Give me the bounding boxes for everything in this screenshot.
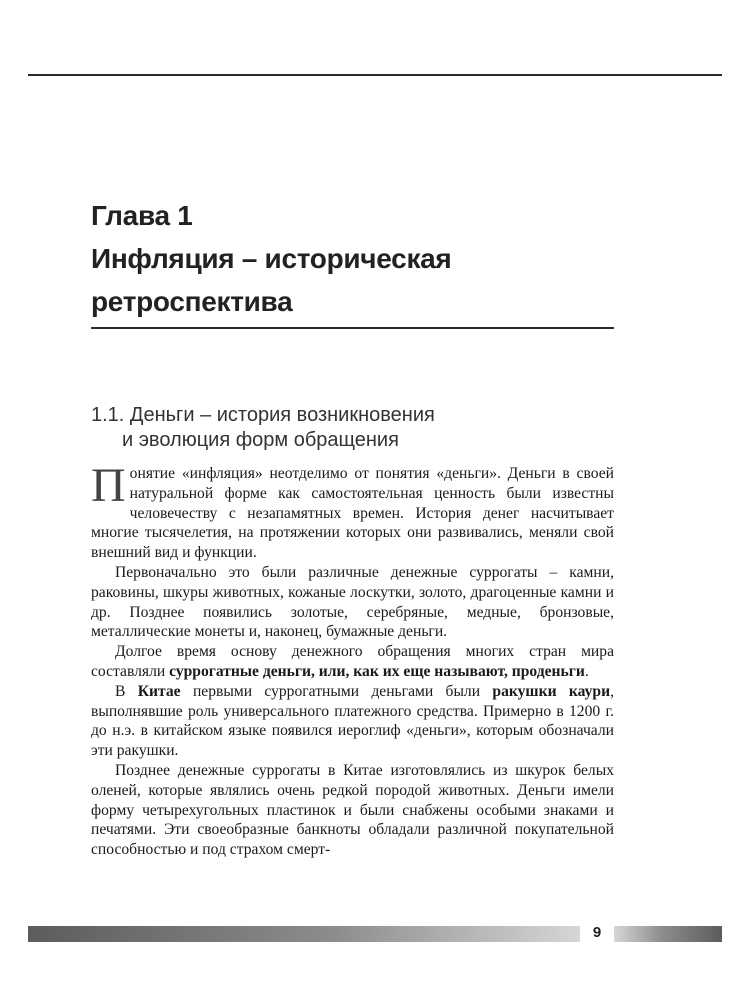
section-title-line1: Деньги – история возникновения: [129, 404, 435, 426]
paragraph-text: онятие «инфляция» неотделимо от понятия «деньги». Деньги в своей натуральной форме как самостоятельная ценность были известны человечеству с незапамятных времен. История денег насчитывает многие тысячелетия, на протяжении которых они развивались, меняли свой внешний вид и функции.: [91, 465, 614, 562]
bold-term: Китае: [137, 682, 181, 700]
page-number: 9: [592, 924, 602, 941]
paragraph-text: В: [115, 682, 126, 700]
chapter-rule: [91, 327, 614, 329]
chapter-title: Инфляция – историческая ретроспектива: [91, 243, 452, 317]
section-number: 1.1.: [91, 404, 125, 426]
footer-bar-right: [614, 926, 722, 942]
paragraph: [91, 761, 614, 860]
paragraph-text: Первоначально это были различные денежные суррогаты – камни, раковины, шкуры животных, кожаные лоскутки, золото, драгоценные камни и др. Позднее появились золотые, серебряные, медные, бронзовые, металлические монеты и, наконец, бумажные деньги.: [91, 563, 614, 641]
paragraph: [91, 682, 614, 761]
paragraph: [91, 563, 614, 642]
drop-cap: П: [91, 459, 126, 512]
chapter-label: Глава 1: [91, 200, 193, 231]
footer-bar-left: [28, 926, 580, 942]
paragraph-text: Долгое время основу денежного обращения многих стран мира составляли: [91, 643, 614, 680]
paragraph-text: , выполнявшие роль универсального платежного средства. Примерно в 1200 г. до н.э. в китайском языке появился иероглиф «деньги», которым обозначали эти ракушки.: [91, 682, 614, 760]
section-heading: [91, 403, 631, 453]
top-rule: [28, 74, 722, 76]
bold-term: ракушки каури: [492, 682, 611, 700]
paragraph: [91, 642, 614, 682]
section-title-line2: и эволюция форм обращения: [122, 429, 399, 451]
paragraph-text: первыми суррогатными деньгами были: [192, 682, 481, 700]
paragraph-end: .: [584, 662, 589, 680]
paragraph-text: Позднее денежные суррогаты в Китае изготовлялись из шкурок белых оленей, которые являлись очень редкой породой животных. Деньги имели форму четырехугольных пластинок и были снабжены особыми знаками и печатями. Эти своеобразные банкноты обладали различной покупательной способностью и под страхом смерт-: [91, 761, 614, 859]
bold-term: суррогатные деньги, или, как их еще называют, проденьги: [169, 662, 585, 680]
body-text: [91, 459, 614, 860]
paragraph: [91, 459, 614, 563]
